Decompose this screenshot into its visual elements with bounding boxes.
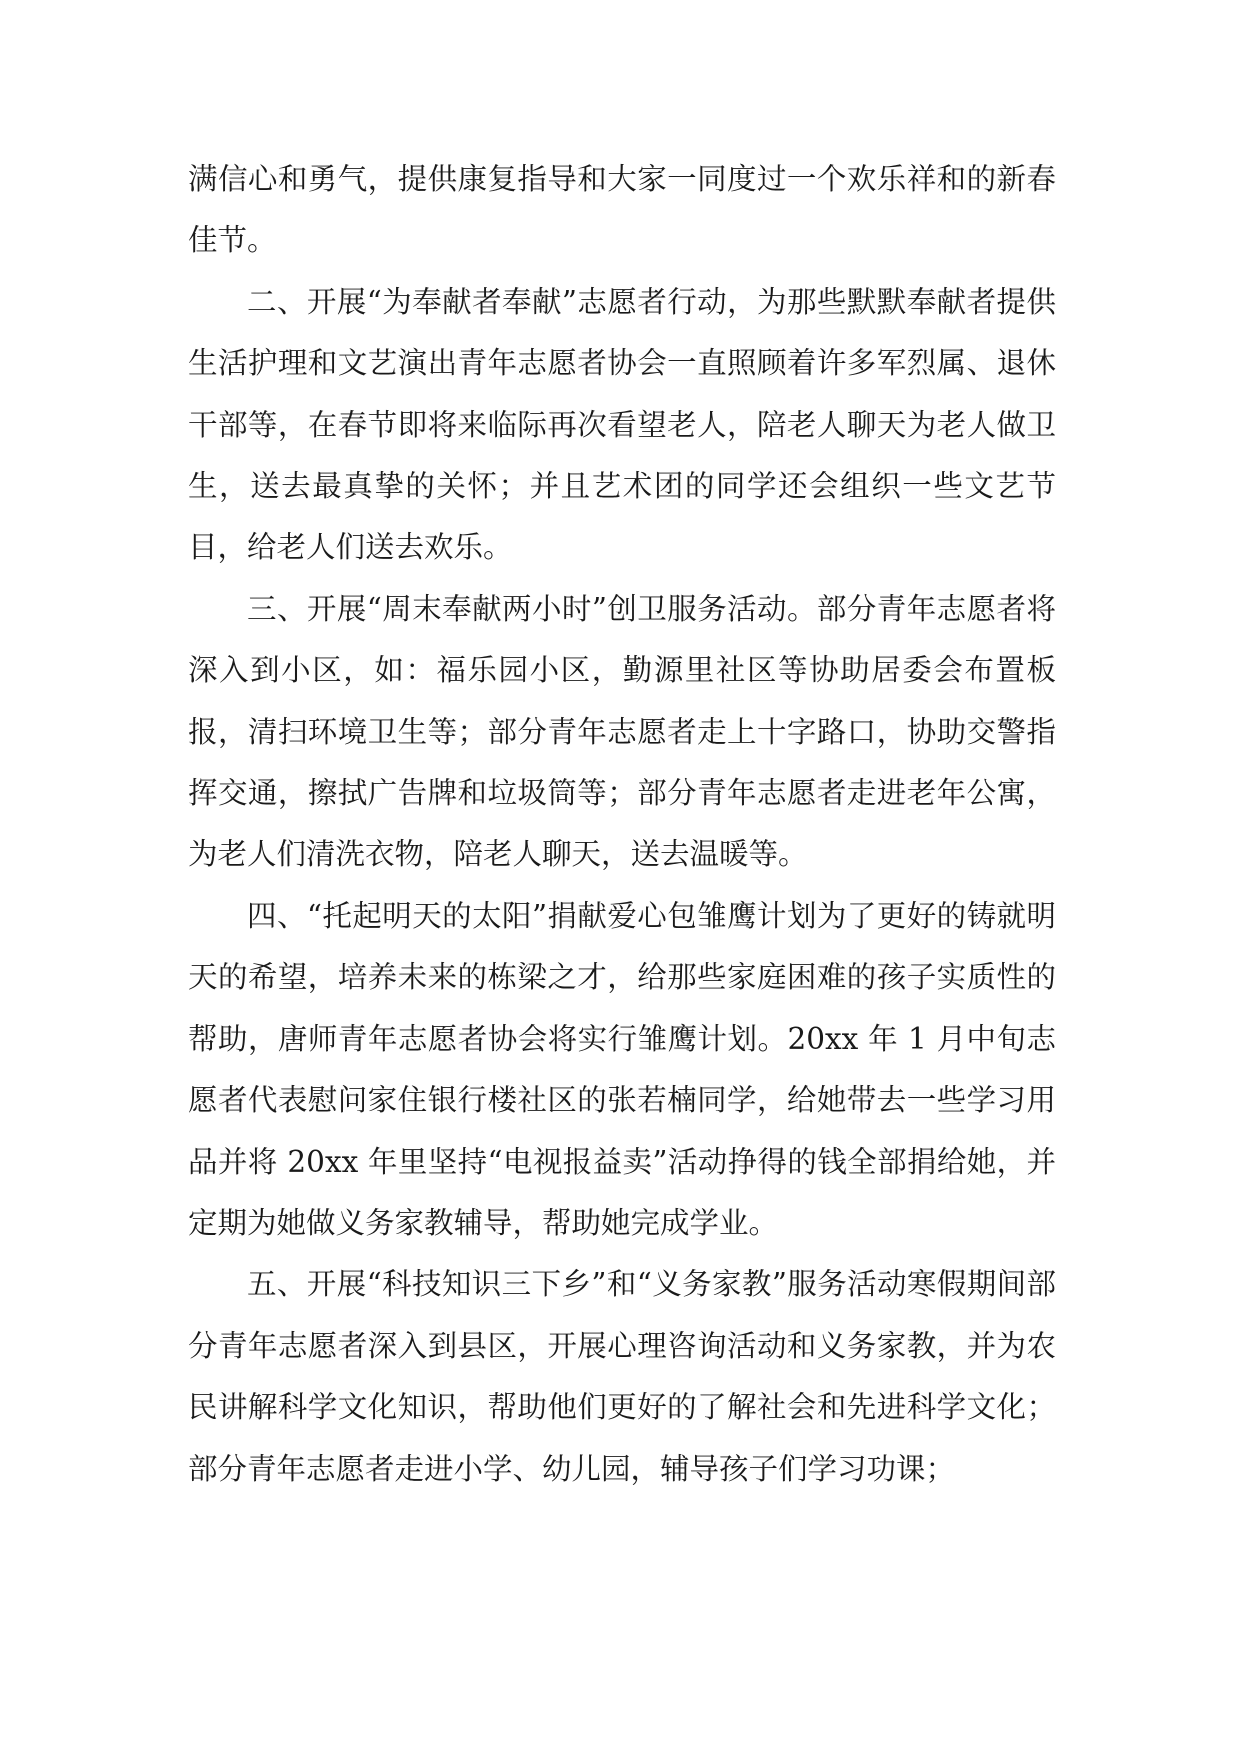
paragraph-section-5: 五、开展“科技知识三下乡”和“义务家教”服务活动寒假期间部分青年志愿者深入到县区，开展心理咨询活动和义务家教，并为农民讲解科学文化知识，帮助他们更好的了解社会和先进科学文化；部分青年志愿者走进小学、幼儿园，辅导孩子们学习功课； — [188, 1267, 1056, 1486]
paragraph-continued: 满信心和勇气，提供康复指导和大家一同度过一个欢乐祥和的新春佳节。 — [188, 162, 1056, 258]
paragraph-section-4: 四、“托起明天的太阳”捐献爱心包雏鹰计划为了更好的铸就明天的希望，培养未来的栋梁之才，给那些家庭困难的孩子实质性的帮助，唐师青年志愿者协会将实行雏鹰计划。20xx 年 1 月中旬志愿者代表慰问家住银行楼社区的张若楠同学，给她带去一些学习用品并将 20xx 年里坚持“电视报益卖”活动挣得的钱全部捐给她，并定期为她做义务家教辅导，帮助她完成学业。 — [188, 898, 1056, 1240]
document-body — [188, 149, 1056, 1500]
paragraph-section-3: 三、开展“周末奉献两小时”创卫服务活动。部分青年志愿者将深入到小区，如：福乐园小区，勤源里社区等协助居委会布置板报，清扫环境卫生等；部分青年志愿者走上十字路口，协助交警指挥交通，擦拭广告牌和垃圾筒等；部分青年志愿者走进老年公寓，为老人们清洗衣物，陪老人聊天，送去温暖等。 — [188, 591, 1056, 872]
paragraph-section-2: 二、开展“为奉献者奉献”志愿者行动，为那些默默奉献者提供生活护理和文艺演出青年志愿者协会一直照顾着许多军烈属、退休干部等，在春节即将来临际再次看望老人，陪老人聊天为老人做卫生，送去最真挚的关怀；并且艺术团的同学还会组织一些文艺节目，给老人们送去欢乐。 — [188, 284, 1056, 565]
